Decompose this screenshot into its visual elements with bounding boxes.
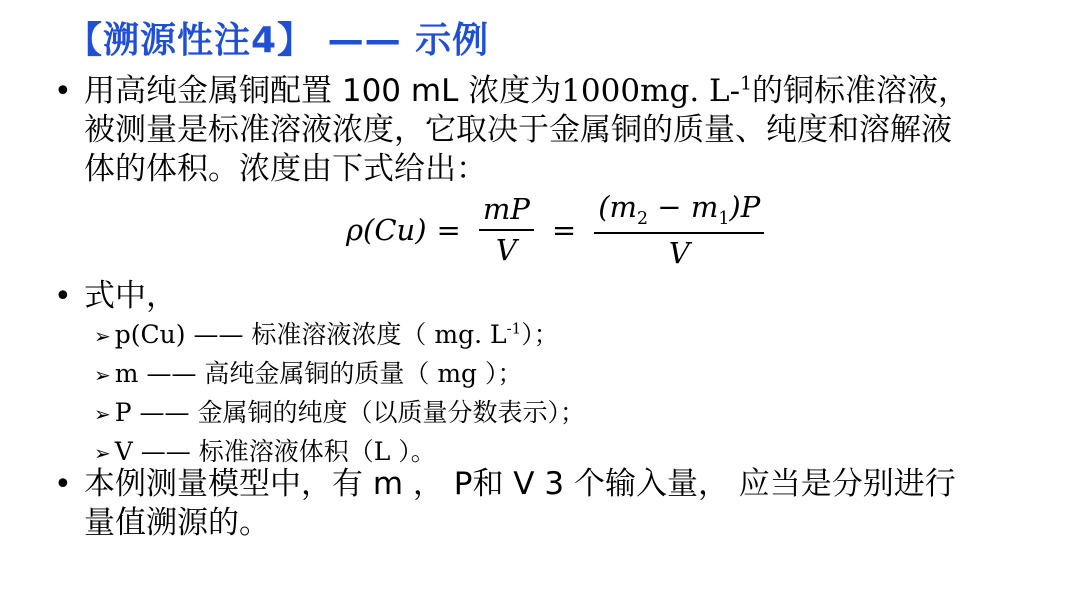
bullet-where: [54, 277, 177, 316]
unit-sup: -1: [506, 319, 522, 338]
dash: ——: [193, 320, 244, 349]
fraction-1-denominator: V: [495, 233, 517, 268]
variable-desc: 标准溶液体积（L ）。: [198, 437, 436, 466]
bullet1-text-a: 用高纯金属铜配置 100 mL 浓度为: [84, 73, 562, 109]
arrow-icon: ➢: [94, 402, 111, 426]
dash: ——: [139, 398, 190, 427]
bullet3-line2: 量值溯源的。: [84, 505, 270, 541]
fraction-2-denominator: V: [668, 235, 690, 270]
formula-fraction-1: [479, 192, 534, 267]
concentration-value: 1000mg. L-$^1$: [561, 73, 752, 109]
variable-list: [94, 316, 585, 472]
dash: ——: [140, 437, 191, 466]
variable-symbol: m: [114, 359, 139, 388]
variable-symbol: P: [114, 398, 132, 427]
variable-symbol: p(Cu): [114, 320, 186, 349]
slide-title: 【溯源性注4】 —— 示例: [66, 20, 490, 61]
arrow-icon: ➢: [94, 324, 111, 348]
concentration-formula: [346, 190, 772, 270]
bullet-dot: •: [54, 74, 72, 109]
bullet-description: [54, 72, 1064, 189]
variable-desc-end: ）；: [521, 320, 559, 349]
list-item: [94, 355, 585, 394]
variable-desc: 金属铜的纯度（以质量分数表示）；: [197, 398, 586, 427]
variable-desc: 标准溶液浓度（ mg. L: [251, 320, 507, 349]
bullet1-text-b: 的铜标准溶液，: [751, 73, 969, 109]
list-item: [94, 394, 585, 433]
bullet1-line2: 被测量是标准溶液浓度，它取决于金属铜的质量、纯度和溶解液: [84, 112, 952, 148]
arrow-icon: ➢: [94, 363, 111, 387]
fraction-1-numerator: mP: [479, 192, 534, 231]
bullet-conclusion: [54, 465, 1064, 543]
formula-equals: =: [436, 212, 461, 247]
bullet2-text: 式中，: [84, 278, 177, 314]
bullet-dot: •: [54, 279, 72, 314]
bullet3-line1: 本例测量模型中，有 m ， P和 V 3 个输入量， 应当是分别进行: [84, 466, 956, 502]
variable-desc: 高纯金属铜的质量（ mg ）；: [204, 359, 523, 388]
fraction-2-numerator: $(m_2 - m_1)P$: [594, 190, 764, 234]
formula-equals-2: =: [551, 212, 577, 247]
list-item: [94, 316, 585, 355]
arrow-icon: ➢: [94, 441, 111, 465]
bullet1-line1: [84, 72, 1064, 111]
dash: ——: [146, 359, 197, 388]
bullet-dot: •: [54, 467, 72, 502]
formula-lhs: ρ(Cu): [346, 212, 427, 247]
variable-symbol: V: [114, 437, 133, 466]
bullet1-line3: 体的体积。浓度由下式给出：: [84, 151, 487, 187]
formula-fraction-2: [594, 190, 764, 270]
